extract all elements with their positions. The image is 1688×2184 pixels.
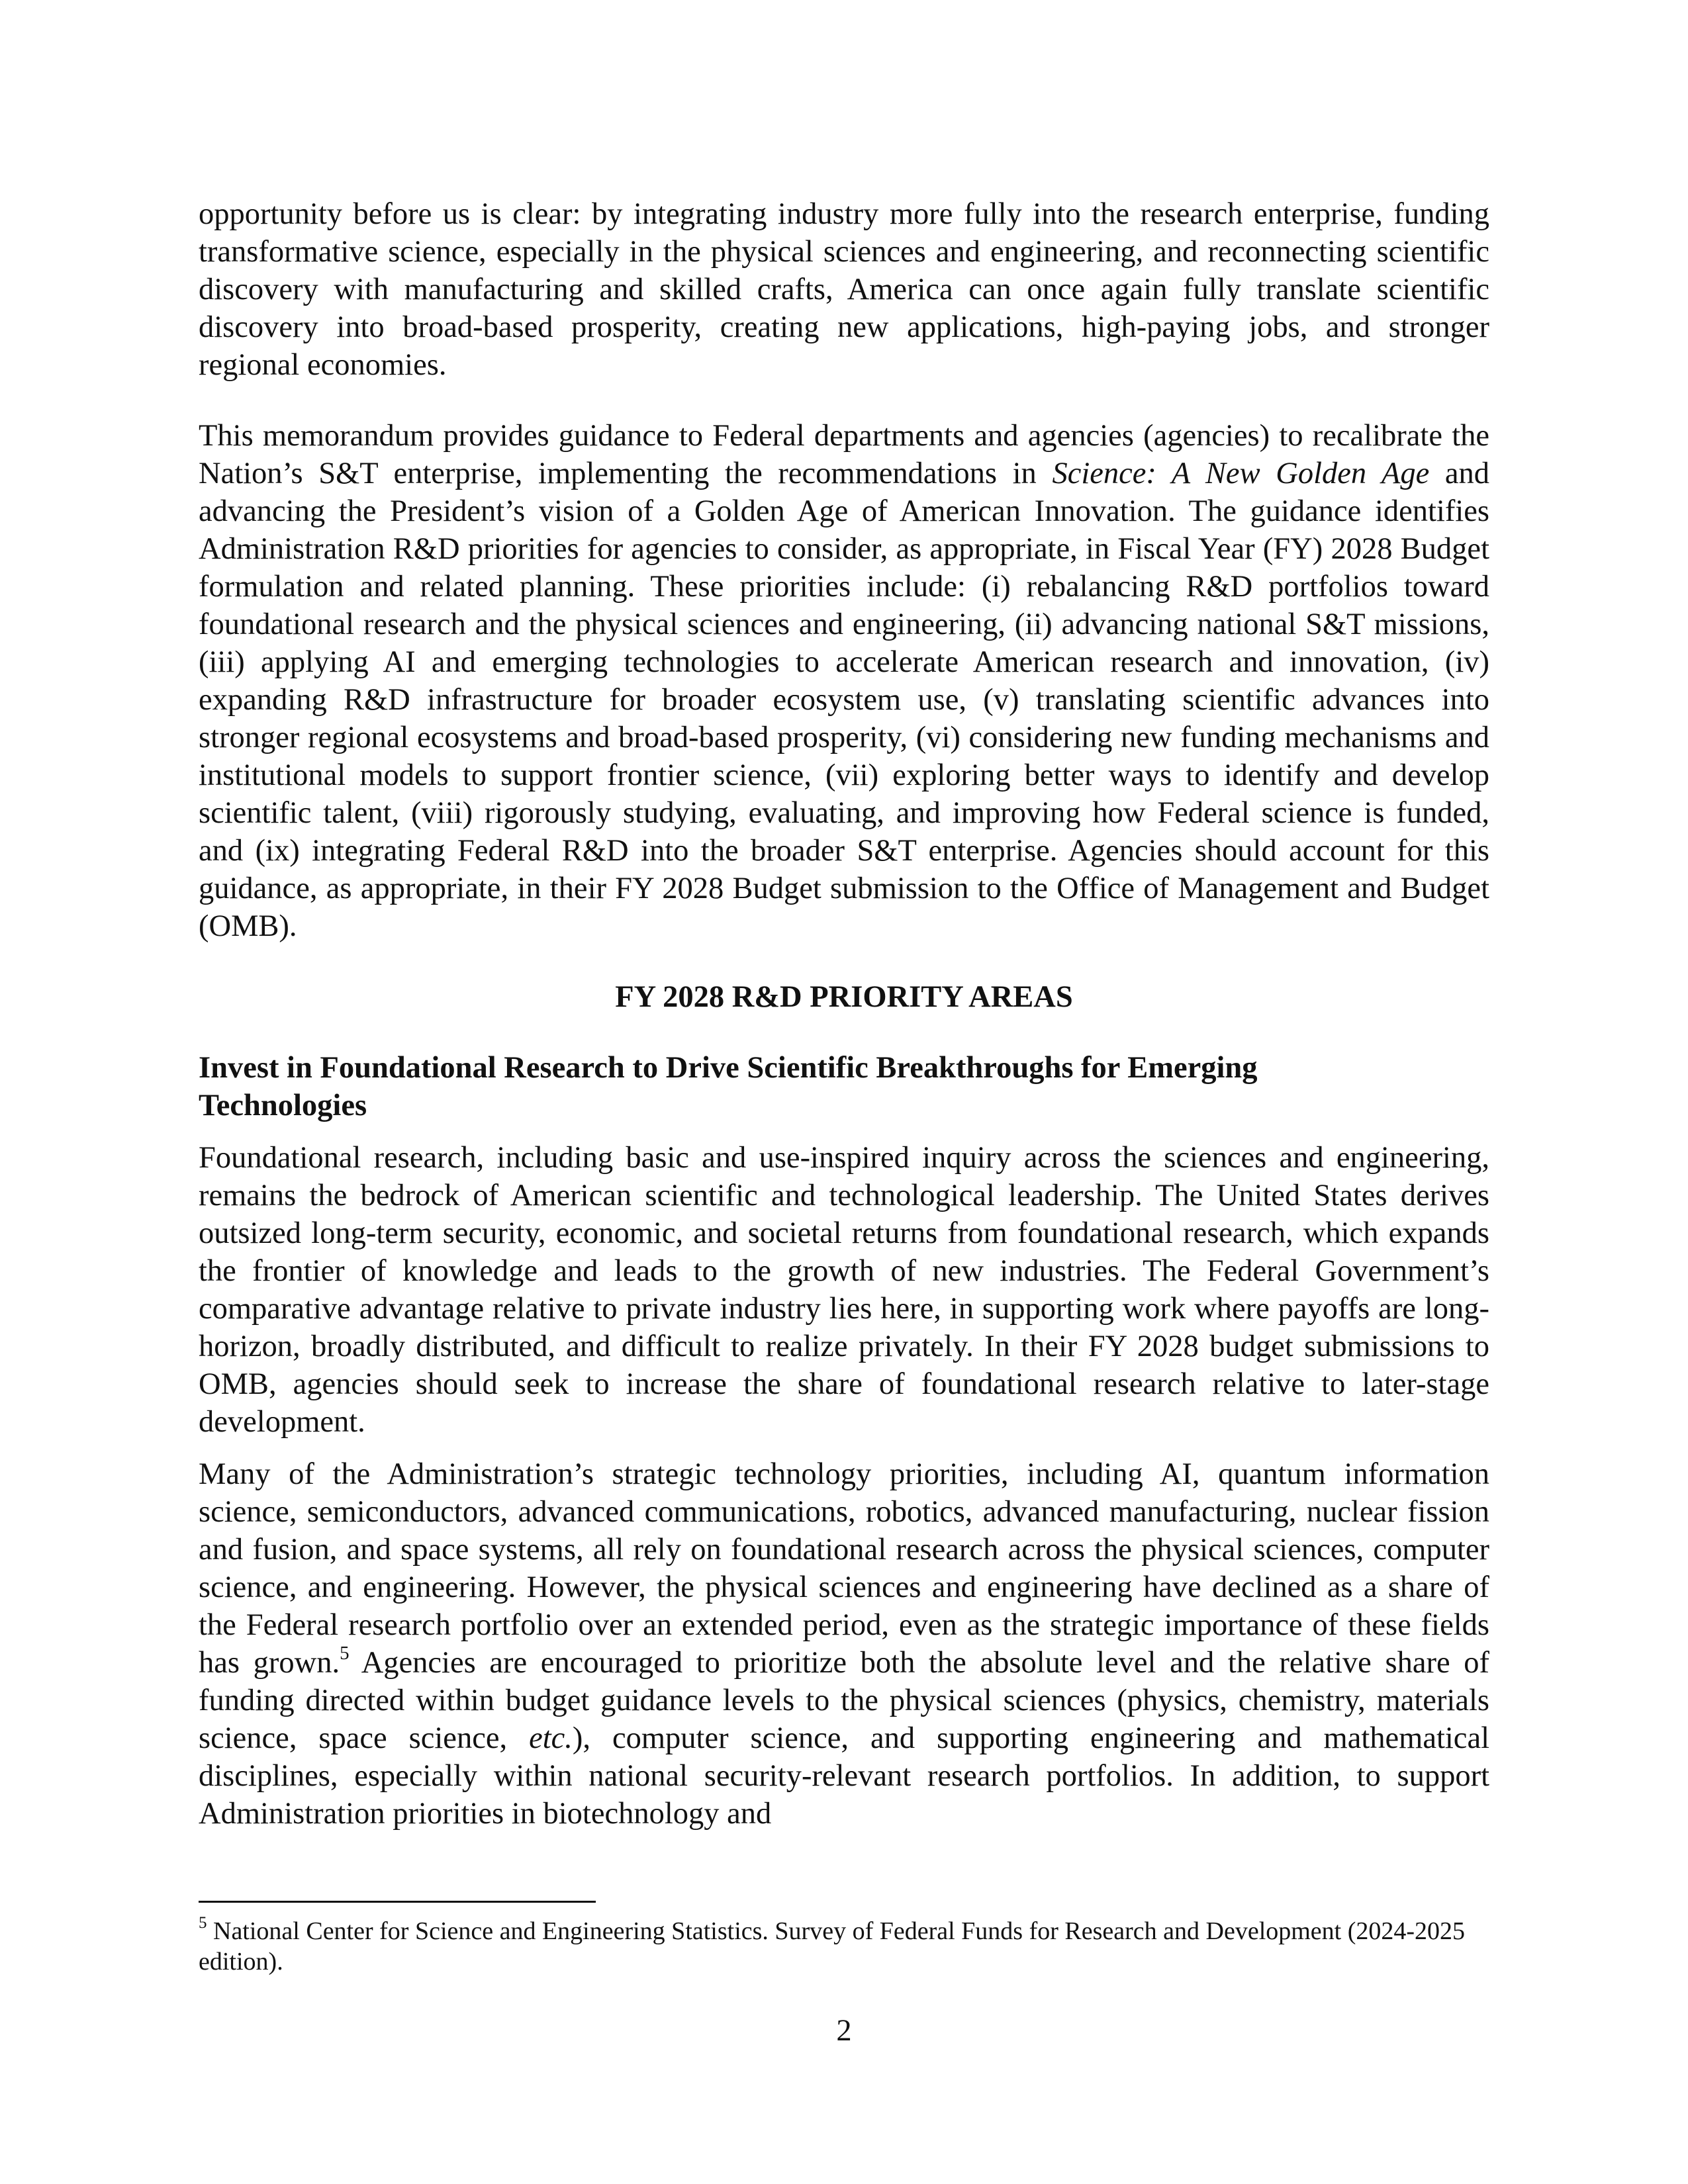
paragraph-text: and advancing the President’s vision of a Golden Age of American Innovation. The guidance identifies Administration R&D priorities for agencies to consider, as appropriate, in Fiscal Year (FY) 2028 Budget formulation and related planning. These priorities include: (i) rebalancing R&D portfolios toward foundational research and the physical sciences and engineering, (ii) advancing national S&T missions, (iii) applying AI and emerging technologies to accelerate American research and innovation, (iv) expanding R&D infrastructure for broader ecosystem use, (v) translating scientific advances into stronger regional ecosystems and broad-based prosperity, (vi) considering new funding mechanisms and institutional models to support frontier science, (vii) exploring better ways to identify and develop scientific talent, (viii) rigorously studying, evaluating, and improving how Federal science is funded, and (ix) integrating Federal R&D into the broader S&T enterprise. Agencies should account for this guidance, as appropriate, in their FY 2028 Budget submission to the Office of Management and Budget (OMB). xyxy=(199,457,1489,943)
paragraph-text: Many of the Administration’s strategic technology priorities, including AI, quantum information science, semiconductors, advanced communications, robotics, advanced manufacturing, nuclear fission and fusion, and space systems, all rely on foundational research across the physical sciences, computer science, and engineering. However, the physical sciences and engineering have declined as a share of the Federal research portfolio over an extended period, even as the strategic importance of these fields has grown. xyxy=(199,1457,1489,1680)
section-heading: FY 2028 R&D PRIORITY AREAS xyxy=(615,980,1073,1014)
body-paragraph-memorandum xyxy=(199,417,1489,945)
paragraph-text: ), computer science, and supporting engineering and mathematical disciplines, especially within national security-relevant research portfolios. In addition, to support Administration priorities in biotechnology and xyxy=(199,1721,1490,1831)
page-number: 2 xyxy=(836,2014,852,2048)
footnote-divider xyxy=(199,1901,596,1903)
document-page xyxy=(199,195,1489,1833)
footnote-marker: 5 xyxy=(199,1914,207,1933)
paragraph-text: Agencies are encouraged to prioritize both the absolute level and the relative share of funding directed within budget guidance levels to the physical sciences (physics, chemistry, materials science, space science, xyxy=(199,1646,1489,1755)
footnote-text: National Center for Science and Engineering Statistics. Survey of Federal Funds for Research and Development (2024-2025 edition). xyxy=(199,1917,1466,1976)
body-paragraph-strategic xyxy=(199,1455,1489,1833)
paragraph-spacer xyxy=(199,384,1489,417)
paragraph-spacer xyxy=(199,945,1489,978)
footnote xyxy=(199,1916,1489,1977)
italic-text: etc. xyxy=(529,1721,573,1755)
paragraph-spacer xyxy=(199,1016,1489,1049)
body-paragraph: opportunity before us is clear: by integrating industry more fully into the research enterprise, funding transformative science, especially in the physical sciences and engineering, and reconnecting scientific discovery with manufacturing and skilled crafts, America can once again fully translate scientific discovery into broad-based prosperity, creating new applications, high-paying jobs, and stronger regional economies. xyxy=(199,197,1489,382)
italic-report-title: Science: A New Golden Age xyxy=(1052,457,1430,490)
paragraph-spacer xyxy=(199,1124,1489,1139)
body-paragraph-foundational: Foundational research, including basic and use-inspired inquiry across the sciences and engineering, remains the bedrock of American scientific and technological leadership. The United States derives outsized long-term security, economic, and societal returns from foundational research, which expands the frontier of knowledge and leads to the growth of new industries. The Federal Government’s comparative advantage relative to private industry lies here, in supporting work where payoffs are long-horizon, broadly distributed, and difficult to realize privately. In their FY 2028 budget submissions to OMB, agencies should seek to increase the share of foundational research relative to later-stage development. xyxy=(199,1141,1489,1439)
paragraph-spacer xyxy=(199,1441,1489,1455)
paragraph-text: This memorandum provides guidance to Federal departments and agencies (agencies) to recalibrate the Nation’s S&T enterprise, implementing the recommendations in xyxy=(199,419,1489,490)
footnote-reference[interactable]: 5 xyxy=(340,1642,350,1664)
subsection-heading: Invest in Foundational Research to Drive Scientific Breakthroughs for Emerging Technologies xyxy=(199,1051,1258,1122)
